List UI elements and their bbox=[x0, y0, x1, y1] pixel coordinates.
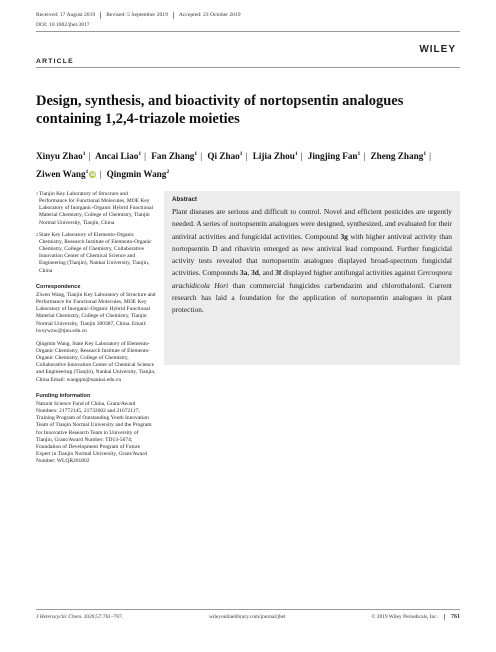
correspondence-entry: Ziwen Wang, Tianjin Key Laboratory of Structure and Performance for Functional Molecules, MOE Key Laboratory of Inorganic-Organic Hybrid Functional Material Chemistry, College of Chemistry, Tianjin Normal University, Tianjin 300387, China. Email: hxxywzw@tjnu.edu.cn bbox=[36, 291, 156, 334]
author-list: Xinyu Zhao$^1$ | Ancai Liao$^1$ | Fan Zhang$^1$ | Qi Zhao$^1$ | Lijia Zhou$^1$ | Jingjing Fan$^1$ | Zheng Zhang$^1$ | Ziwen Wang$^1$ iD | Qingmin Wang$^2$ bbox=[36, 151, 431, 180]
page-number: 761 bbox=[444, 614, 460, 620]
author[interactable]: Fan Zhang$^1$ bbox=[151, 151, 198, 162]
correspondence-heading: Correspondence bbox=[36, 283, 81, 290]
affiliation: 2 State Key Laboratory of Elemento-Organic Chemistry, Research Institute of Elemento-Organic Chemistry, College of Chemistry, Collaborative Innovation Center of Chemical Science and Engineering (Tianjin), Nankai University, Tianjin, China bbox=[36, 231, 152, 274]
journal-citation: J Heterocyclic Chem. 2020;57:761–767. bbox=[36, 614, 124, 620]
author[interactable]: Lijia Zhou$^1$ bbox=[252, 151, 298, 162]
affiliation: 1 Tianjin Key Laboratory of Structure and Performance for Functional Molecules, MOE Key Laboratory of Inorganic-Organic Hybrid Functional Material Chemistry, College of Chemistry, Tianjin Normal University, Tianjin, China bbox=[36, 191, 154, 226]
page-footer bbox=[36, 614, 460, 620]
article-type: ARTICLE bbox=[36, 58, 74, 65]
history-dates bbox=[36, 12, 460, 19]
abstract-text: Plant diseases are serious and difficult to control. Novel and efficient pesticides are urgently needed. A series of nortopsentin analogues were designed, synthesized, and evaluated for their antiviral activities and fungicidal activities. Compound 3g with higher antiviral activity than nortopsentin D and ribavirin emerged as new antiviral lead compound. Further fungicidal activity tests revealed that nortopsentin analogues displayed broad-spectrum fungicidal activities. Compounds 3a, 3d, and 3f displayed higher antifungal activities against Cercospora arachidicola Hori than commercial fungicides carbendazim and chlorothalonil. Current research has laid a foundation for the application of nortopsentin analogues in plant protection. bbox=[172, 207, 452, 315]
journal-url[interactable]: wileyonlinelibrary.com/journal/jhet bbox=[208, 614, 286, 620]
author[interactable]: Jingjing Fan$^1$ bbox=[307, 151, 361, 162]
publisher-logo: WILEY bbox=[419, 44, 456, 55]
author[interactable]: Qi Zhao$^1$ bbox=[207, 151, 243, 162]
article-rule bbox=[36, 67, 460, 68]
doi[interactable]: DOI: 10.1002/jhet.3817 bbox=[36, 22, 90, 28]
header-rule bbox=[36, 31, 460, 32]
copyright: © 2019 Wiley Periodicals, Inc. bbox=[371, 614, 438, 620]
correspondence-entry: Qingmin Wang, State Key Laboratory of Elemento-Organic Chemistry, Research Institute of Elemento-Organic Chemistry, College of Chemistry, Collaborative Innovation Center of Chemical Science and Engineering (Tianjin), Nankai University, Tianjin, China Email: wangqm@nankai.edu.cn bbox=[36, 340, 156, 383]
received-date: Received: 17 August 2019 bbox=[36, 12, 96, 18]
paper-title: Design, synthesis, and bioactivity of nortopsentin analogues containing 1,2,4-triazole moieties bbox=[36, 93, 404, 127]
author[interactable]: Ziwen Wang$^1$ iD bbox=[36, 169, 96, 180]
funding-heading: Funding information bbox=[36, 392, 91, 399]
footer-rule bbox=[36, 609, 460, 610]
abstract-box bbox=[164, 191, 460, 365]
author[interactable]: Xinyu Zhao$^1$ bbox=[36, 151, 86, 162]
author[interactable]: Zheng Zhang$^1$ bbox=[370, 151, 427, 162]
author[interactable]: Qingmin Wang$^2$ bbox=[106, 169, 170, 180]
accepted-date: Accepted: 23 October 2019 bbox=[173, 12, 246, 19]
revised-date: Revised: 5 September 2019 bbox=[100, 12, 173, 19]
orcid-icon[interactable]: iD bbox=[90, 172, 96, 178]
funding-text: Natural Science Fund of China, Grant/Award Numbers: 21772145, 21732002 and 21672117; Training Program of Outstanding Youth Innovation Team of Tianjin Normal University and the Program for Innovative Research Team in University of Tianjin, Grant/Award Number: TD13-5074; Foundation of Development Program of Future Expert in Tianjin Normal University, Grant/Award Number: WLQR201802 bbox=[36, 400, 152, 465]
sidebar-info bbox=[36, 191, 156, 465]
abstract-heading: Abstract bbox=[172, 196, 198, 203]
author[interactable]: Ancai Liao$^1$ bbox=[95, 151, 142, 162]
